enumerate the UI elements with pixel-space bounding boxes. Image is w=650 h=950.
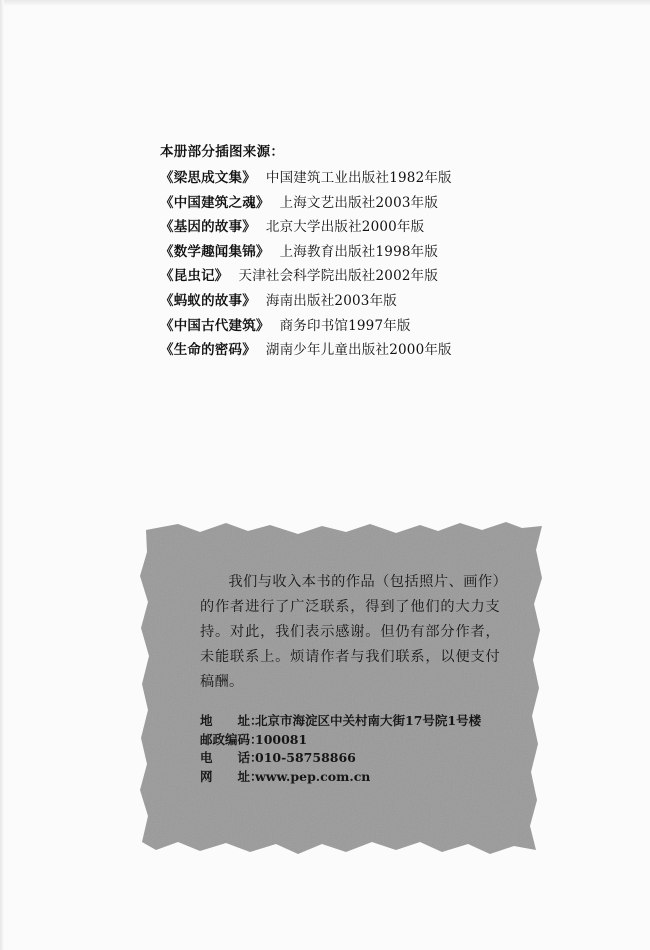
publisher-info: 北京大学出版社2000年版 [265, 219, 425, 236]
publisher-info: 海南出版社2003年版 [265, 292, 397, 309]
contact-info [200, 712, 520, 786]
source-item [160, 166, 600, 191]
publisher-info: 上海教育出版社1998年版 [279, 243, 439, 260]
book-title: 《梁思成文集》 [160, 170, 256, 186]
address-value: 北京市海淀区中关村南大街17号院1号楼 [255, 713, 482, 728]
phone-label: 电 话： [200, 750, 263, 765]
source-item [160, 215, 600, 240]
book-title: 《蚂蚁的故事》 [160, 292, 256, 309]
website-value: www.pep.com.cn [255, 768, 371, 784]
source-item [160, 264, 600, 289]
publisher-info: 中国建筑工业出版社1982年版 [265, 170, 452, 186]
source-item [160, 289, 600, 314]
source-item [160, 240, 600, 265]
website-row [200, 768, 520, 787]
page-top-edge [0, 0, 650, 6]
postcode-value: 100081 [255, 731, 308, 747]
page-left-edge [0, 0, 4, 950]
sources-title: 本册部分插图来源： [160, 144, 285, 160]
address-row [200, 712, 520, 731]
publisher-info: 天津社会科学院出版社2002年版 [238, 268, 439, 285]
source-item [160, 338, 600, 363]
source-item [160, 191, 600, 216]
phone-value: 010-58758866 [255, 750, 356, 765]
phone-row [200, 749, 520, 768]
source-item [160, 314, 600, 339]
copyright-notice [200, 570, 500, 695]
postcode-row [200, 731, 520, 750]
book-title: 《中国古代建筑》 [160, 317, 270, 334]
illustration-sources [160, 141, 600, 363]
source-list [160, 166, 600, 363]
book-title: 《中国建筑之魂》 [160, 194, 270, 211]
book-title: 《昆虫记》 [160, 268, 229, 285]
notice-paragraph: 我们与收入本书的作品（包括照片、画作）的作者进行了广泛联系，得到了他们的大力支持。对此，我们表示感谢。但仍有部分作者，未能联系上。烦请作者与我们联系，以便支付稿酬。 [200, 574, 500, 690]
publisher-info: 湖南少年儿童出版社2000年版 [265, 342, 452, 359]
publisher-info: 商务印书馆1997年版 [279, 317, 411, 334]
postcode-label: 邮政编码： [200, 731, 263, 747]
website-label: 网 址： [200, 768, 263, 784]
book-title: 《生命的密码》 [160, 342, 256, 359]
book-title: 《基因的故事》 [160, 219, 256, 236]
book-title: 《数学趣闻集锦》 [160, 243, 270, 260]
address-label: 地 址： [200, 713, 263, 728]
publisher-info: 上海文艺出版社2003年版 [279, 194, 439, 211]
